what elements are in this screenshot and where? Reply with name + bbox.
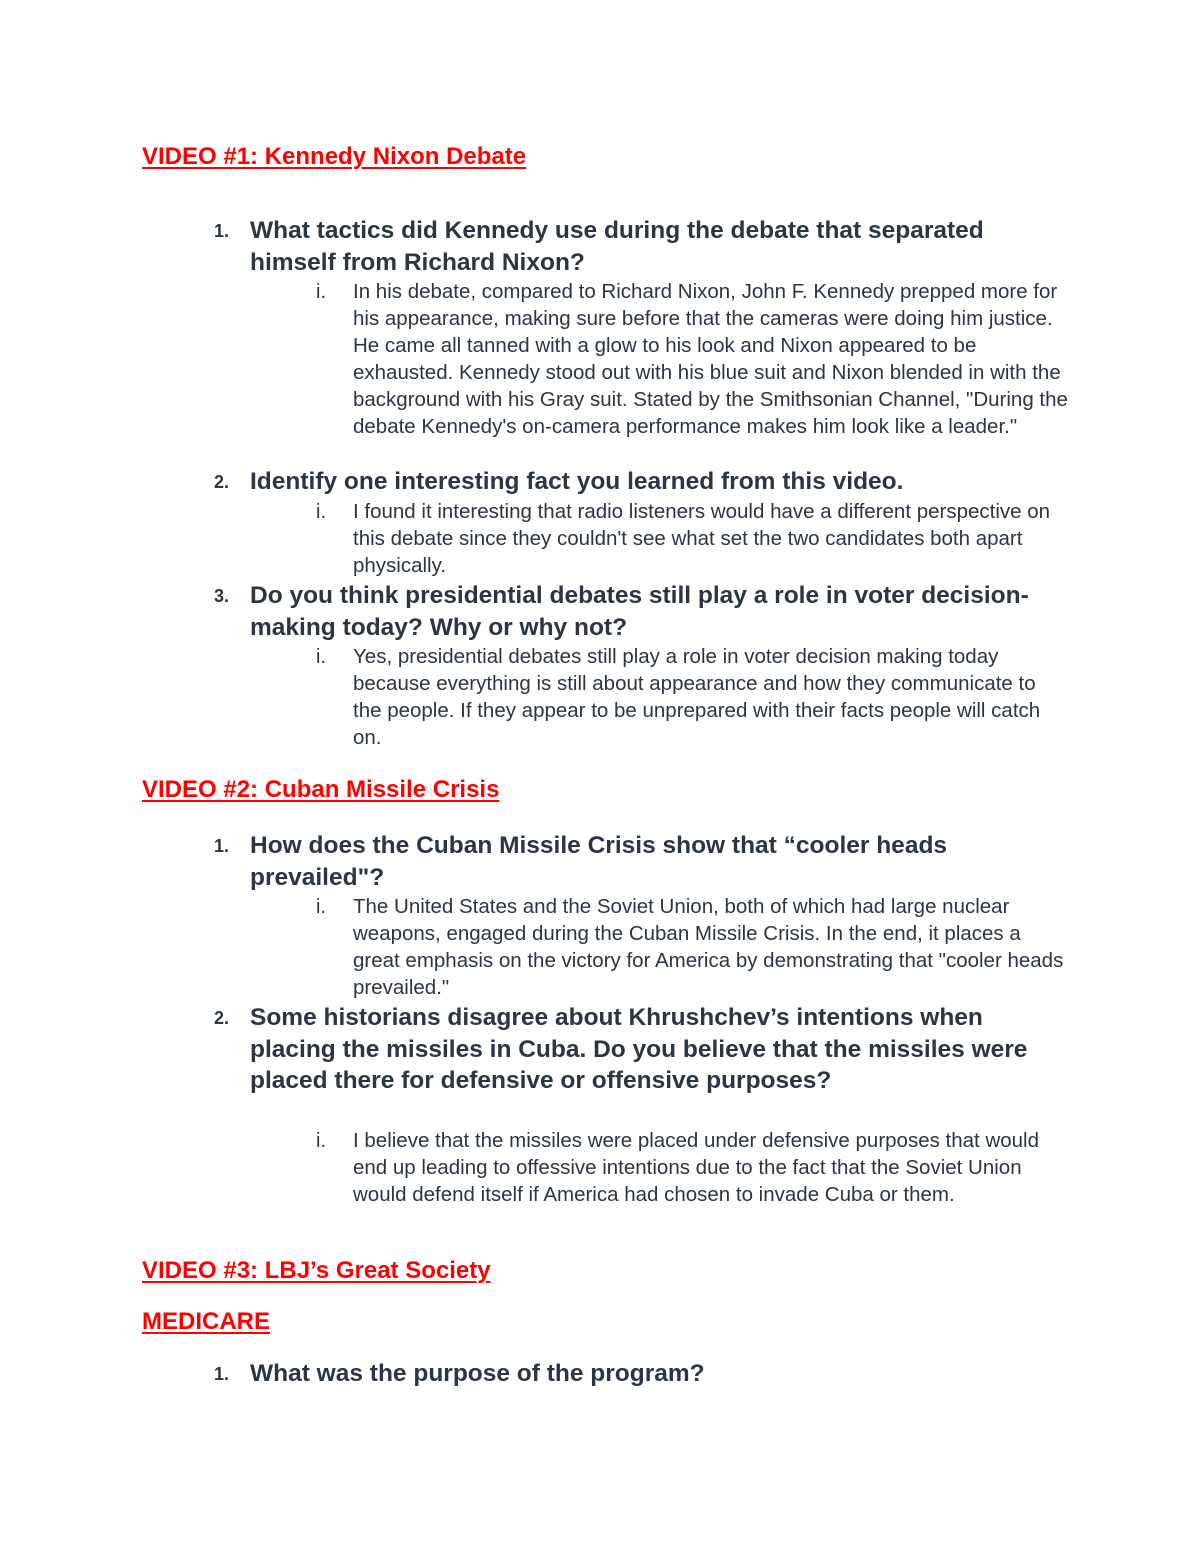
section-heading-medicare: MEDICARE: [142, 1308, 271, 1335]
answer-text: Yes, presidential debates still play a role in voter decision making today because everything is still about appearance and how they communicate to the people. If they appear to be unprepared with their facts people will catch on.: [353, 645, 1041, 749]
question-text: How does the Cuban Missile Crisis show that “cooler heads prevailed"?: [250, 832, 948, 891]
question-number: 2.: [214, 1008, 230, 1028]
question-number: 3.: [214, 586, 230, 606]
question-number: 1.: [214, 836, 230, 856]
answer-marker: i.: [316, 896, 326, 918]
question-text: Do you think presidential debates still play a role in voter decision-making today? Why or why not?: [250, 582, 1029, 641]
section-heading-video-3: VIDEO #3: LBJ’s Great Society: [142, 1257, 491, 1284]
question-number: 1.: [214, 1364, 230, 1384]
answer-marker: i.: [316, 1130, 326, 1152]
answer-marker: i.: [316, 501, 326, 523]
question-number: 1.: [214, 221, 230, 241]
question-text: What tactics did Kennedy use during the debate that separated himself from Richard Nixon?: [250, 217, 984, 276]
answer-text: I found it interesting that radio listeners would have a different perspective on this debate since they couldn't see what set the two candidates both apart physically.: [353, 500, 1051, 577]
answer-text: In his debate, compared to Richard Nixon, John F. Kennedy prepped more for his appearance, making sure before that the cameras were doing him justice. He came all tanned with a glow to his look and Nixon appeared to be exhausted. Kennedy stood out with his blue suit and Nixon blended in with the background with his Gray suit. Stated by the Smithsonian Channel, "During the debate Kennedy's on-camera performance makes him look like a leader.": [353, 280, 1068, 438]
question-number: 2.: [214, 472, 230, 492]
section-heading-video-2: VIDEO #2: Cuban Missile Crisis: [142, 776, 500, 803]
answer-text: I believe that the missiles were placed under defensive purposes that would end up leading to offessive intentions due to the fact that the Soviet Union would defend itself if America had chosen to invade Cuba or them.: [353, 1129, 1040, 1206]
question-text: What was the purpose of the program?: [250, 1360, 705, 1387]
answer-marker: i.: [316, 646, 326, 668]
answer-marker: i.: [316, 281, 326, 303]
question-text: Some historians disagree about Khrushchev’s intentions when placing the missiles in Cuba. Do you believe that the missiles were placed there for defensive or offensive purposes?: [250, 1004, 1028, 1094]
section-heading-video-1: VIDEO #1: Kennedy Nixon Debate: [142, 143, 527, 170]
answer-text: The United States and the Soviet Union, both of which had large nuclear weapons, engaged during the Cuban Missile Crisis. In the end, it places a great emphasis on the victory for America by demonstrating that "cooler heads prevailed.": [353, 895, 1064, 999]
question-text: Identify one interesting fact you learned from this video.: [250, 468, 904, 495]
